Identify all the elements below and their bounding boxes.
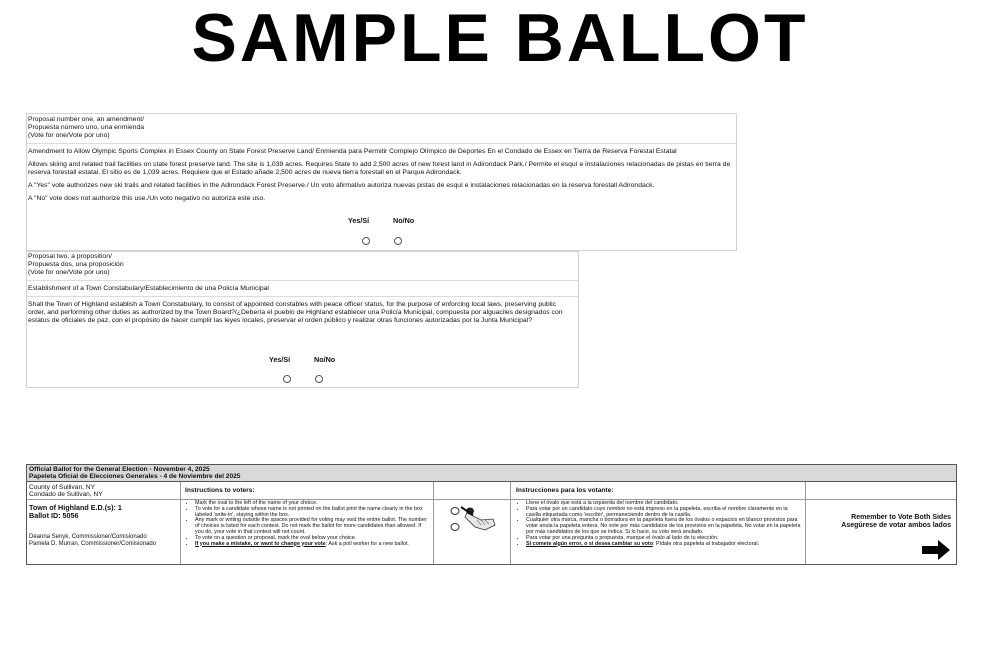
commissioner-one: Deanna Senyk, Commissioner/Comisionado — [29, 533, 147, 540]
proposal-two-box — [26, 251, 579, 388]
ballot-id: Ballot ID: 5056 — [29, 511, 79, 521]
proposal-two-yes-label: Yes/Sí — [269, 355, 291, 364]
proposal-one-subject: Amendment to Allow Olympic Sports Complex in Essex County on State Forest Preserve Land/ Enmienda para Permitir Complejo Olímpico de Deportes En el Condado de Essex en Tierra de Reserva Forestal Estatal — [28, 148, 677, 155]
hand-pen-icon — [447, 503, 499, 537]
instruction-en-item: • To vote for a candidate whose name is not printed on the ballot print the name clearly in the box labeled 'write-in', staying within the box. — [195, 507, 431, 519]
proposal-one-yes-effect: A "Yes" vote authorizes new ski trails and related facilities in the Adirondack Forest Preserve./ Un voto afirmativo autoriza nuevas pistas de esquí e instalaciones relacionadas en la reserva forestall Adirondack. — [28, 182, 655, 189]
proposal-one-title-en: Proposal number one, an amendment/ — [28, 116, 144, 123]
proposal-one-no-effect: A "No" vote does not authorize this use./Un voto negativo no autoriza este uso. — [28, 195, 266, 202]
instruction-es-mistake — [526, 542, 803, 548]
instruction-en-mistake — [195, 542, 431, 548]
proposal-one-title-es: Propuesta número uno, una enmienda — [28, 124, 145, 131]
town-ed: Town of Highland E.D.(s): 1 — [29, 503, 122, 512]
instruction-en-item: • Any mark or writing outside the spaces provided for voting may void the entire ballot. The number of choices is listed for each contest. Do not mark the ballot for more candidates than allowed. If you do, your vote in that contest will not count. — [195, 518, 431, 535]
town-cell — [29, 504, 179, 549]
proposal-two-vote-for: (Vote for one/Vote por uno) — [28, 269, 110, 276]
instructions-en-header-cell — [185, 487, 425, 494]
instruction-es-item: • Cualquier otra marca, mancha o borradura en la papeleta fuera de los óvalos o espacios en blanco provistos para votar anula la papeleta entera. No vote por más candidatos de los provistos en la papeleta. No votar en la papeleta por más candidatos de los que se indica. Si lo hace, su voto será anulado. — [526, 518, 803, 535]
instructions-en-header: Instructions to voters: — [185, 487, 255, 494]
instruction-es-item: • Para votar por un candidato cuyo nombre no está impreso en la papeleta, escriba el nombre claramente en la casilla etiquetada como 'escribir', permaneciendo dentro de la casilla. — [526, 507, 803, 519]
instruction-es-mistake-rest: : Pídale otra papeleta al trabajador electoral. — [653, 540, 760, 547]
instruction-es-item: • Llene el óvalo que está a la izquierda del nombre del candidato. — [526, 501, 803, 507]
proposal-two-subject: Establishment of a Town Constabulary/Establecimiento de una Policía Municipal — [28, 285, 269, 292]
remember-cell — [807, 514, 951, 530]
county-es: Condado de Sullivan, NY — [29, 491, 103, 499]
proposal-one-box — [26, 113, 737, 251]
proposal-two-yes-oval[interactable] — [283, 375, 291, 383]
arrow-right-icon — [920, 538, 952, 562]
ballot-title-en: Official Ballot for the General Election - November 4, 2025 — [29, 466, 210, 473]
instruction-es-item: • Para votar por una pregunta o propuesta, marque el óvalo al lado de tu elección. — [526, 536, 803, 542]
proposal-one-description: Allows skiing and related trail facilities on state forest preserve land. The site is 1,039 acres. Requires State to add 2,500 acres of new forest land in Adirondack Park./ Permite el esquí e instalaciones relacionadas de pistas en tierra de reserva forestall estatal. El sitio es de 1,039 acres. Requiere que el Estado añade 2,500 acres de nueva tierra forestall en el Parque Adirondack. — [28, 161, 731, 176]
instruction-es-mistake-bold: Si comete algún error, o si desea cambiar su voto — [526, 540, 654, 547]
proposal-one-vote-for: (Vote for one/Vote por uno) — [28, 132, 110, 139]
instructions-en-list — [183, 501, 431, 547]
proposal-two-title-es: Propuesta dos, una proposición — [28, 261, 124, 268]
county-cell — [29, 484, 179, 499]
county-en: County of Sullivan, NY — [29, 484, 95, 491]
ballot-title-es: Papeleta Oficial de Elecciones Generales - 4 de Noviembre del 2025 — [29, 473, 241, 481]
instructions-es-header: Instrucciones para los votante: — [516, 487, 614, 494]
ballot-footer — [26, 464, 957, 565]
proposal-one-yes-label: Yes/Sí — [348, 216, 370, 225]
proposal-one-no-oval[interactable] — [394, 237, 402, 245]
hand-marking-illustration — [447, 503, 499, 537]
instructions-es-header-cell — [516, 487, 796, 494]
footer-ballot-title — [27, 465, 956, 482]
instruction-en-item: • To vote on a question or proposal, mark the oval below your choice. — [195, 536, 431, 542]
proposal-two-title-en: Proposal two, a proposition/ — [28, 253, 112, 260]
proposal-two-question: Shall the Town of Highland establish a Town Constabulary, to consist of appointed constables with peace officer status, for the purpose of enforcing local laws, preserving public order, and performing other duties as authorized by the Town Board?/¿Debería el pueblo de Highland establecer una Policía Municipal, compuesta por alguaciles designados con estatus de oficiales de paz, con el propósito de hacer cumplir las leyes locales, preservar el orden público y realizar otras funciones autorizadas por la Junta Municipal? — [28, 301, 563, 324]
instructions-es-list — [514, 501, 803, 547]
remember-es: Asegúrese de votar ambos lados — [841, 522, 951, 529]
proposal-one-no-label: No/No — [393, 216, 415, 225]
remember-en: Remember to Vote Both Sides — [851, 514, 951, 521]
proposal-one-yes-oval[interactable] — [362, 237, 370, 245]
instruction-en-mistake-rest: : Ask a poll worker for a new ballot. — [325, 540, 409, 547]
instruction-en-mistake-bold: If you make a mistake, or want to change your vote — [195, 540, 326, 547]
proposal-two-no-oval[interactable] — [315, 375, 323, 383]
proposal-two-no-label: No/No — [314, 355, 336, 364]
instruction-en-item: • Mark the oval to the left of the name of your choice. — [195, 501, 431, 507]
sample-ballot-title: SAMPLE BALLOT — [191, 0, 809, 76]
commissioner-two: Pamela D. Murran, Commissioner/Comisionado — [29, 541, 157, 548]
